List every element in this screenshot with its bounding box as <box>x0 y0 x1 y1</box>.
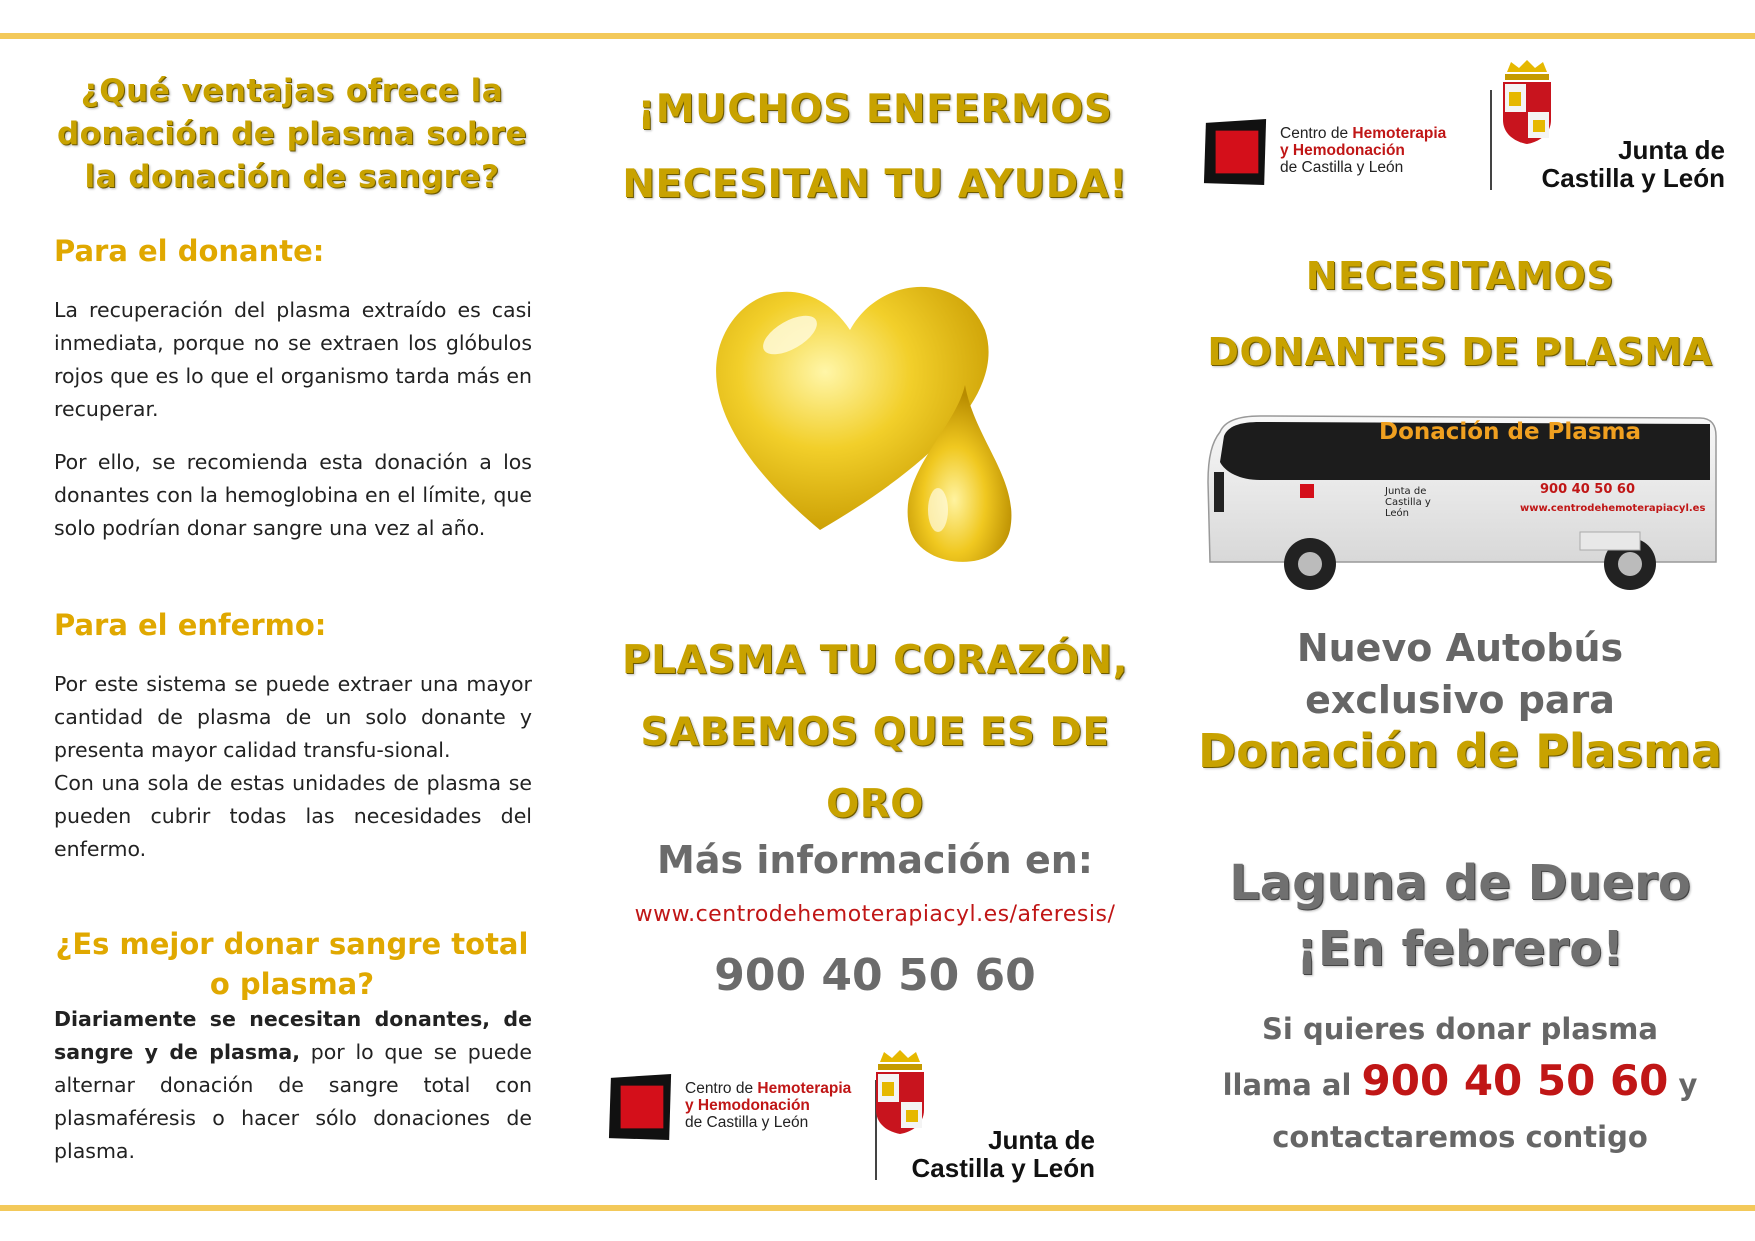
paragraph-patient <box>54 668 532 866</box>
cta-line3: contactaremos contigo <box>1272 1120 1648 1154</box>
bus-banner-text: Donación de Plasma <box>1379 419 1641 445</box>
cta-line2b: y <box>1668 1068 1698 1102</box>
new-bus-line1: Nuevo Autobús <box>1296 626 1624 670</box>
need-donors <box>1190 238 1730 390</box>
headline-line1: ¡MUCHOS ENFERMOS <box>637 87 1113 132</box>
more-info-label: Más información en: <box>657 838 1093 882</box>
bus-illustration <box>1200 412 1720 592</box>
call-to-action <box>1190 1003 1730 1163</box>
need-donors-line2: DONANTES DE PLASMA <box>1207 330 1713 374</box>
slogan-line1: PLASMA TU CORAZÓN, <box>621 638 1128 683</box>
centro-top-text-2: y Hemodonación <box>1280 142 1405 159</box>
question-blood-or-plasma: ¿Es mejor donar sangre total o plasma? <box>55 927 529 1001</box>
centro-square-icon <box>1202 117 1270 187</box>
junta-text-1: Junta de <box>988 1125 1095 1155</box>
logos-bottom <box>605 1050 1155 1183</box>
centro-text-3: de Castilla y León <box>685 1114 809 1131</box>
slogan-line2: SABEMOS QUE ES DE ORO <box>640 710 1110 827</box>
logo-centro-hemoterapia-top <box>1200 115 1450 205</box>
junta-text-2: Castilla y León <box>911 1153 1095 1183</box>
bus-url-text: www.centrodehemoterapiacyl.es <box>1520 503 1706 514</box>
new-bus-line2: exclusivo para <box>1305 678 1615 722</box>
coat-of-arms-icon <box>870 1050 930 1134</box>
paragraph-daily-need-bold: Diariamente se necesitan donantes, de sangre y de plasma, <box>54 1007 532 1064</box>
bus-phone-text: 900 40 50 60 <box>1540 482 1635 497</box>
cta-phone: 900 40 50 60 <box>1361 1056 1669 1105</box>
slogan <box>585 625 1165 841</box>
bus-logo-junta-text: Junta de Castilla y León <box>1385 486 1431 519</box>
centro-top-text-3: de Castilla y León <box>1280 159 1404 176</box>
logos-top <box>1200 60 1740 193</box>
cta-line2 <box>1190 1055 1730 1111</box>
headline-line2: NECESITAN TU AYUDA! <box>622 162 1128 207</box>
paragraph-daily-need-rest: por lo que se puede alternar donación de sangre total con plasmaféresis o hacer sólo donaciones de plasma. <box>54 1040 532 1163</box>
heading-patient: Para el enfermo: <box>54 608 327 642</box>
new-bus-text <box>1190 622 1730 726</box>
plasma-donation-title: Donación de Plasma <box>1198 724 1722 778</box>
info-url-link[interactable]: www.centrodehemoterapiacyl.es/aferesis/ <box>634 902 1116 927</box>
golden-heart-drop-illustration <box>700 240 1050 590</box>
cta-line1: Si quieres donar plasma <box>1262 1012 1658 1046</box>
left-panel <box>52 0 532 1241</box>
centro-square-icon <box>607 1072 675 1142</box>
heading-donor: Para el donante: <box>54 234 325 268</box>
paragraph-patient-b: Con una sola de estas unidades de plasma se pueden cubrir todas las necesidades del enfermo. <box>54 771 532 861</box>
location-date <box>1190 850 1730 982</box>
paragraph-donor-recommend: Por ello, se recomienda esta donación a los donantes con la hemoglobina en el límite, que solo podrían donar sangre una vez al año. <box>54 450 532 540</box>
logo-junta-cyl-top <box>1485 60 1735 193</box>
location-name: Laguna de Duero <box>1229 855 1691 911</box>
centro-text-1a: Centro de <box>685 1080 758 1097</box>
junta-top-text-1: Junta de <box>1618 135 1725 165</box>
event-month: ¡En febrero! <box>1295 921 1625 977</box>
need-donors-line1: NECESITAMOS <box>1305 254 1615 298</box>
paragraph-patient-a: Por este sistema se puede extraer una mayor cantidad de plasma de un solo donante y presenta mayor calidad transfu-sional. <box>54 672 532 762</box>
centro-top-text-1a: Centro de <box>1280 125 1353 142</box>
paragraph-daily-need <box>54 1003 532 1168</box>
logo-junta-cyl <box>855 1050 1105 1183</box>
centro-text-2: y Hemodonación <box>685 1097 810 1114</box>
headline <box>585 72 1165 222</box>
right-panel <box>1190 0 1730 1241</box>
cta-line2a: llama al <box>1222 1068 1362 1102</box>
logo-centro-hemoterapia <box>605 1070 855 1160</box>
centro-text-1b: Hemoterapia <box>757 1080 852 1097</box>
center-panel <box>585 0 1165 1241</box>
coat-of-arms-icon <box>1497 60 1557 144</box>
junta-top-text-2: Castilla y León <box>1541 163 1725 193</box>
question-advantages: ¿Qué ventajas ofrece la donación de plasma sobre la donación de sangre? <box>56 73 528 195</box>
paragraph-donor-recovery: La recuperación del plasma extraído es casi inmediata, porque no se extraen los glóbulos rojos que es lo que el organismo tarda más en recuperar. <box>54 298 532 421</box>
info-phone: 900 40 50 60 <box>714 950 1036 1001</box>
centro-top-text-1b: Hemoterapia <box>1352 125 1447 142</box>
